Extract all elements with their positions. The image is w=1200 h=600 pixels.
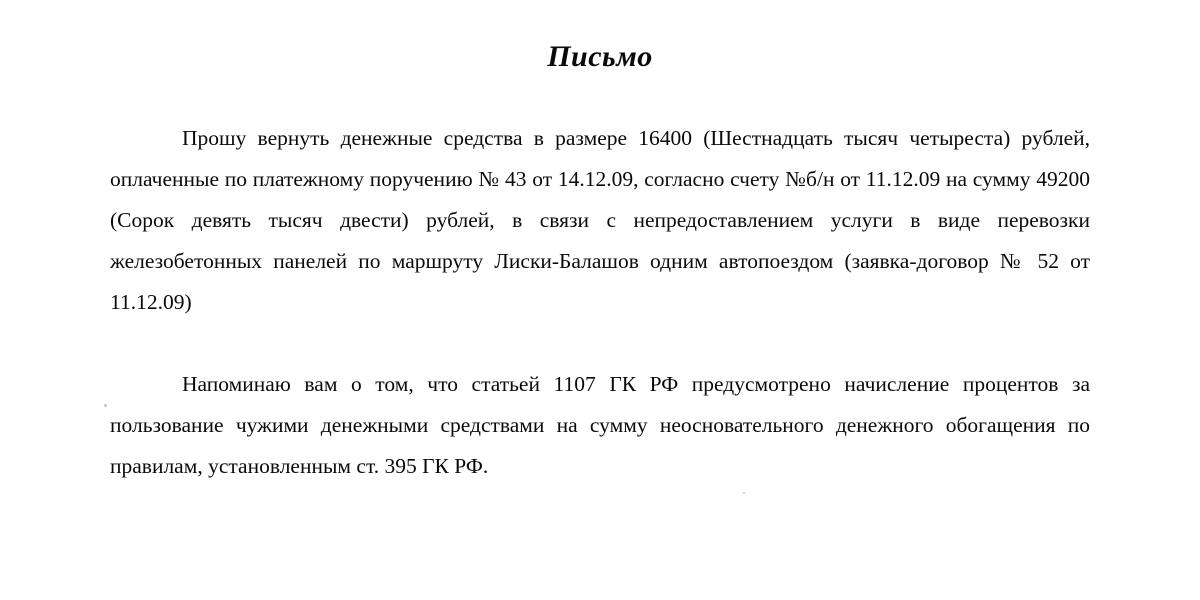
paper-speck — [742, 492, 746, 494]
document-body — [110, 74, 1090, 487]
page-title: Письмо — [547, 40, 653, 73]
paper-speck — [104, 404, 107, 407]
paragraph-refund-request: Прошу вернуть денежные средства в размере 16400 (Шестнадцать тысяч четыреста) рублей, оплаченные по платежному поручению № 43 от 14.12.09, согласно счету №б/н от 11.12.09 на сумму 49200 (Сорок девять тысяч двести) рублей, в связи с непредоставлением услуги в виде перевозки железобетонных панелей по маршруту Лиски-Балашов одним автопоездом (заявка-договор № 52 от 11.12.09) — [110, 126, 1090, 314]
paragraph-interest-reminder: Напоминаю вам о том, что статьей 1107 ГК РФ предусмотрено начисление процентов за пользование чужими денежными средствами на сумму неосновательного денежного обогащения по правилам, установленным ст. 395 ГК РФ. — [110, 372, 1090, 478]
